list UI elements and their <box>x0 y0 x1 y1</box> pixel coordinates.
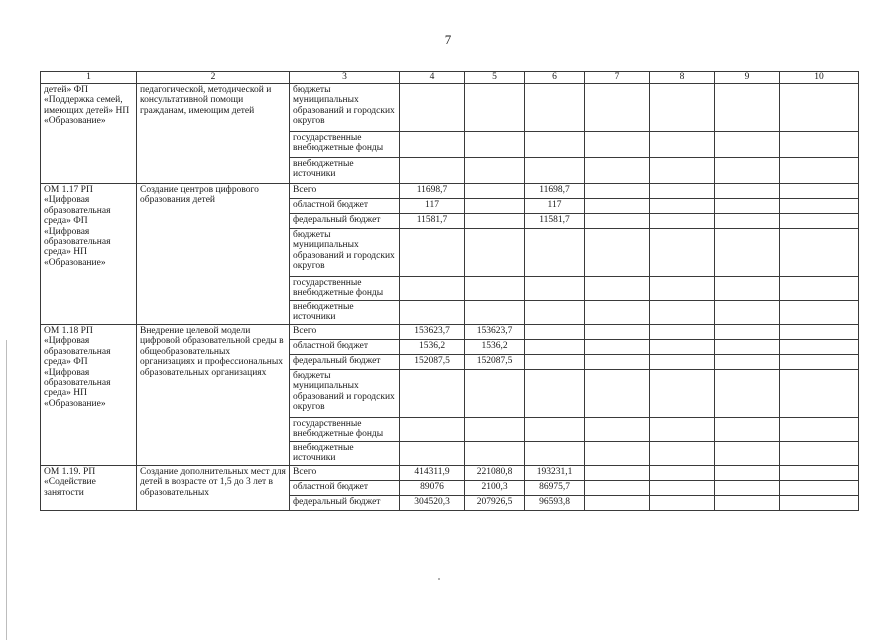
description-cell: Создание дополнительных мест для детей в возрасте от 1,5 до 3 лет в образовательных <box>137 466 290 511</box>
value-col5 <box>465 418 525 442</box>
value-col6 <box>525 370 585 418</box>
value-col5 <box>465 214 525 229</box>
value-col6: 11698,7 <box>525 184 585 199</box>
empty-cell <box>650 184 715 199</box>
column-header: 9 <box>715 72 780 84</box>
empty-cell <box>780 214 859 229</box>
empty-cell <box>650 466 715 481</box>
empty-cell <box>715 466 780 481</box>
empty-cell <box>715 199 780 214</box>
empty-cell <box>780 84 859 132</box>
empty-cell <box>780 370 859 418</box>
value-col5 <box>465 84 525 132</box>
column-header: 4 <box>400 72 465 84</box>
value-col5 <box>465 442 525 466</box>
empty-cell <box>650 481 715 496</box>
empty-cell <box>650 496 715 511</box>
empty-cell <box>780 184 859 199</box>
empty-cell <box>715 277 780 301</box>
empty-cell <box>585 370 650 418</box>
value-col4: 153623,7 <box>400 325 465 340</box>
empty-cell <box>585 277 650 301</box>
table-row <box>41 466 859 481</box>
value-col5 <box>465 158 525 184</box>
source-cell: областной бюджет <box>290 199 400 214</box>
value-col5: 221080,8 <box>465 466 525 481</box>
value-col4 <box>400 370 465 418</box>
empty-cell <box>650 214 715 229</box>
empty-cell <box>715 325 780 340</box>
value-col5: 2100,3 <box>465 481 525 496</box>
source-cell: бюджеты муниципальных образований и городских округов <box>290 84 400 132</box>
source-cell: государственные внебюджетные фонды <box>290 277 400 301</box>
empty-cell <box>715 214 780 229</box>
empty-cell <box>780 325 859 340</box>
value-col6: 86975,7 <box>525 481 585 496</box>
empty-cell <box>780 481 859 496</box>
value-col6 <box>525 325 585 340</box>
measure-cell: детей» ФП «Поддержка семей, имеющих детей» НП «Образование» <box>41 84 137 184</box>
scan-edge-line <box>6 340 7 640</box>
empty-cell <box>585 132 650 158</box>
value-col4: 11698,7 <box>400 184 465 199</box>
empty-cell <box>715 355 780 370</box>
value-col4: 304520,3 <box>400 496 465 511</box>
empty-cell <box>780 442 859 466</box>
description-cell: педагогической, методической и консультативной помощи гражданам, имеющим детей <box>137 84 290 184</box>
empty-cell <box>650 340 715 355</box>
empty-cell <box>585 301 650 325</box>
value-col4: 1536,2 <box>400 340 465 355</box>
value-col5 <box>465 199 525 214</box>
measure-cell: ОМ 1.17 РП «Цифровая образовательная среда» ФП «Цифровая образовательная среда» НП «Образование» <box>41 184 137 325</box>
empty-cell <box>715 184 780 199</box>
empty-cell <box>585 481 650 496</box>
value-col6 <box>525 355 585 370</box>
empty-cell <box>715 340 780 355</box>
empty-cell <box>780 418 859 442</box>
empty-cell <box>715 496 780 511</box>
description-cell: Внедрение целевой модели цифровой образовательной среды в общеобразовательных организациях и профессиональных образовательных организациях <box>137 325 290 466</box>
column-header: 1 <box>41 72 137 84</box>
value-col6: 117 <box>525 199 585 214</box>
empty-cell <box>780 132 859 158</box>
value-col6 <box>525 84 585 132</box>
empty-cell <box>585 442 650 466</box>
value-col5 <box>465 132 525 158</box>
value-col5: 207926,5 <box>465 496 525 511</box>
empty-cell <box>585 184 650 199</box>
column-header: 2 <box>137 72 290 84</box>
table-row <box>41 184 859 199</box>
page-number: 7 <box>444 32 452 47</box>
empty-cell <box>650 370 715 418</box>
empty-cell <box>780 158 859 184</box>
value-col4 <box>400 158 465 184</box>
table-row <box>41 325 859 340</box>
value-col5 <box>465 184 525 199</box>
column-header: 6 <box>525 72 585 84</box>
measure-cell: ОМ 1.19. РП «Содействие занятости <box>41 466 137 511</box>
empty-cell <box>715 132 780 158</box>
empty-cell <box>585 340 650 355</box>
value-col6 <box>525 277 585 301</box>
source-cell: внебюджетные источники <box>290 442 400 466</box>
empty-cell <box>715 370 780 418</box>
value-col4 <box>400 84 465 132</box>
empty-cell <box>585 496 650 511</box>
value-col6: 96593,8 <box>525 496 585 511</box>
value-col4: 89076 <box>400 481 465 496</box>
empty-cell <box>585 325 650 340</box>
value-col5 <box>465 301 525 325</box>
value-col4 <box>400 277 465 301</box>
empty-cell <box>780 229 859 277</box>
table-row <box>41 84 859 132</box>
source-cell: Всего <box>290 325 400 340</box>
empty-cell <box>715 301 780 325</box>
source-cell: федеральный бюджет <box>290 496 400 511</box>
value-col4: 11581,7 <box>400 214 465 229</box>
column-header: 5 <box>465 72 525 84</box>
value-col4 <box>400 442 465 466</box>
column-header: 3 <box>290 72 400 84</box>
empty-cell <box>650 84 715 132</box>
empty-cell <box>585 84 650 132</box>
value-col6 <box>525 132 585 158</box>
empty-cell <box>715 229 780 277</box>
value-col6 <box>525 158 585 184</box>
value-col5: 152087,5 <box>465 355 525 370</box>
empty-cell <box>650 277 715 301</box>
empty-cell <box>715 442 780 466</box>
source-cell: федеральный бюджет <box>290 214 400 229</box>
empty-cell <box>780 301 859 325</box>
empty-cell <box>650 132 715 158</box>
empty-cell <box>585 418 650 442</box>
empty-cell <box>650 355 715 370</box>
source-cell: областной бюджет <box>290 340 400 355</box>
description-cell: Создание центров цифрового образования детей <box>137 184 290 325</box>
empty-cell <box>650 418 715 442</box>
value-col4: 152087,5 <box>400 355 465 370</box>
value-col6 <box>525 418 585 442</box>
empty-cell <box>780 340 859 355</box>
measure-cell: ОМ 1.18 РП «Цифровая образовательная среда» ФП «Цифровая образовательная среда» НП «Образование» <box>41 325 137 466</box>
value-col6 <box>525 229 585 277</box>
column-header: 8 <box>650 72 715 84</box>
value-col5: 153623,7 <box>465 325 525 340</box>
empty-cell <box>585 214 650 229</box>
source-cell: бюджеты муниципальных образований и городских округов <box>290 370 400 418</box>
source-cell: Всего <box>290 184 400 199</box>
scan-speck <box>438 578 440 580</box>
empty-cell <box>715 481 780 496</box>
empty-cell <box>650 442 715 466</box>
value-col4 <box>400 301 465 325</box>
empty-cell <box>585 158 650 184</box>
source-cell: бюджеты муниципальных образований и городских округов <box>290 229 400 277</box>
empty-cell <box>585 355 650 370</box>
empty-cell <box>715 158 780 184</box>
source-cell: Всего <box>290 466 400 481</box>
value-col6 <box>525 340 585 355</box>
empty-cell <box>650 325 715 340</box>
empty-cell <box>585 229 650 277</box>
empty-cell <box>780 496 859 511</box>
source-cell: внебюджетные источники <box>290 301 400 325</box>
value-col5 <box>465 277 525 301</box>
empty-cell <box>780 277 859 301</box>
column-header: 10 <box>780 72 859 84</box>
value-col6: 193231,1 <box>525 466 585 481</box>
empty-cell <box>780 199 859 214</box>
source-cell: областной бюджет <box>290 481 400 496</box>
header-row <box>41 72 859 84</box>
value-col6 <box>525 301 585 325</box>
value-col5 <box>465 229 525 277</box>
value-col5 <box>465 370 525 418</box>
empty-cell <box>650 158 715 184</box>
source-cell: государственные внебюджетные фонды <box>290 132 400 158</box>
empty-cell <box>585 199 650 214</box>
empty-cell <box>715 418 780 442</box>
value-col4: 414311,9 <box>400 466 465 481</box>
source-cell: внебюджетные источники <box>290 158 400 184</box>
empty-cell <box>780 466 859 481</box>
source-cell: федеральный бюджет <box>290 355 400 370</box>
value-col5: 1536,2 <box>465 340 525 355</box>
source-cell: государственные внебюджетные фонды <box>290 418 400 442</box>
empty-cell <box>780 355 859 370</box>
column-header: 7 <box>585 72 650 84</box>
value-col4 <box>400 132 465 158</box>
empty-cell <box>715 84 780 132</box>
value-col6 <box>525 442 585 466</box>
value-col6: 11581,7 <box>525 214 585 229</box>
value-col4: 117 <box>400 199 465 214</box>
empty-cell <box>650 199 715 214</box>
value-col4 <box>400 418 465 442</box>
empty-cell <box>650 229 715 277</box>
empty-cell <box>585 466 650 481</box>
empty-cell <box>650 301 715 325</box>
budget-table <box>40 71 859 511</box>
value-col4 <box>400 229 465 277</box>
